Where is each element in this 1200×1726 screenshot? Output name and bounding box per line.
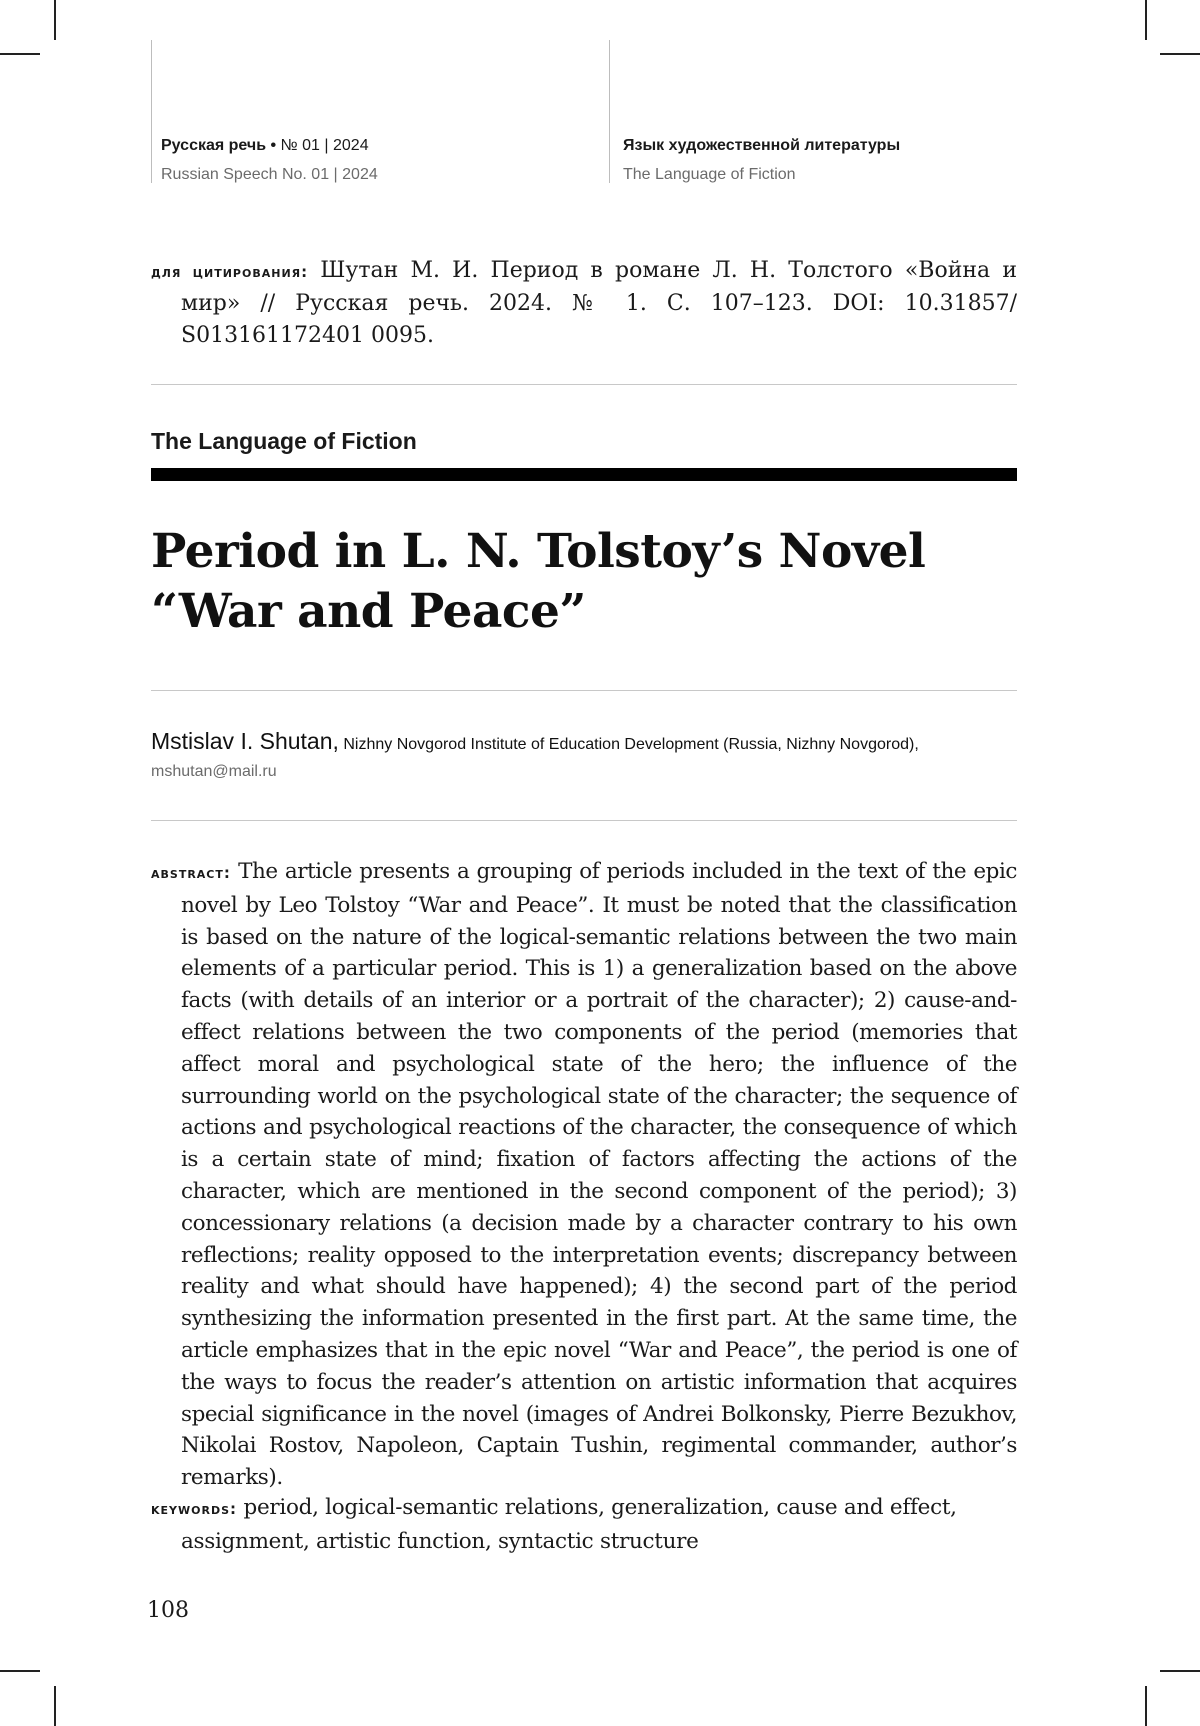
header-left-rule <box>151 40 152 183</box>
header-journal-title <box>161 134 378 158</box>
crop-mark-bottom-right-horizontal <box>1160 1670 1200 1672</box>
abstract-text: The article presents a grouping of periods included in the text of the epic novel by Leo Tolstoy “War and Peace”. It must be noted that the classification is based on the nature of the logical-semantic relations between the two main elements of a particular period. This is 1) a generalization based on the above facts (with details of an interior or a portrait of the character); 2) cause-and-effect relations between the two components of the period (memories that affect moral and psychological state of the hero; the influence of the surrounding world on the psychological state of the character; the sequence of actions and psychological reactions of the character, the consequence of which is a certain state of mind; fixation of factors affecting the actions of the character, which are mentioned in the second component of the period); 3) concessionary relations (a decision made by a character contrary to his own reflections; reality opposed to the interpretation events; discrepancy between reality and what should have happened); 4) the second part of the period synthesizing the information presented in the first part. At the same time, the article emphasizes that in the epic novel “War and Peace”, the period is one of the ways to focus the reader’s attention on artistic information that acquires special significance in the novel (images of Andrei Bolkonsky, Pierre Bezukhov, Nikolai Rostov, Napoleon, Captain Tushin, regimental commander, author’s remarks). <box>181 859 1017 1491</box>
header-section-english: The Language of Fiction <box>623 166 796 183</box>
keywords-label: keywords: <box>151 1500 238 1518</box>
keywords <box>151 1492 1017 1558</box>
crop-mark-top-left-vertical <box>54 0 56 40</box>
divider-after-title <box>151 690 1017 691</box>
abstract <box>151 856 1017 1494</box>
section-label: The Language of Fiction <box>151 428 417 454</box>
keywords-text: period, logical-semantic relations, generalization, cause and effect, assignment, artistic function, syntactic structure <box>181 1495 957 1554</box>
author-email: mshutan@mail.ru <box>151 763 277 780</box>
header-journal-issue: № 01 | 2024 <box>280 137 369 154</box>
article-title-line1: Period in L. N. Tolstoy’s Novel <box>151 524 926 579</box>
article-title <box>151 522 1017 642</box>
divider-after-author <box>151 820 1017 821</box>
crop-mark-top-right-vertical <box>1145 0 1147 40</box>
abstract-label: abstract: <box>151 864 231 882</box>
citation-label: для цитирования: <box>151 263 309 281</box>
citation-text: Шутан М. И. Период в романе Л. Н. Толстого «Война и мир» // Русская речь. 2024. № 1. С. 107–123. DOI: 10.31857/ S013161172401 0095. <box>181 258 1018 348</box>
header-journal-name: Русская речь • <box>161 137 281 154</box>
crop-mark-bottom-right-vertical <box>1145 1686 1147 1726</box>
citation <box>151 255 1017 352</box>
crop-mark-top-right-horizontal <box>1160 53 1200 55</box>
header-right-rule <box>609 40 610 183</box>
crop-mark-bottom-left-horizontal <box>0 1670 40 1672</box>
author-affiliation: Nizhny Novgorod Institute of Education Development (Russia, Nizhny Novgorod), <box>338 736 919 753</box>
header-journal <box>161 134 378 187</box>
page-number: 108 <box>147 1598 189 1623</box>
author-name: Mstislav I. Shutan, <box>151 728 339 754</box>
divider-after-citation <box>151 384 1017 385</box>
header-section <box>623 134 900 187</box>
header-journal-english: Russian Speech No. 01 | 2024 <box>161 166 378 183</box>
crop-mark-bottom-left-vertical <box>54 1686 56 1726</box>
header-section-russian: Язык художественной литературы <box>623 137 901 154</box>
article-title-line2: “War and Peace” <box>151 584 586 639</box>
crop-mark-top-left-horizontal <box>0 53 40 55</box>
author-line <box>151 726 1031 760</box>
section-rule <box>151 468 1017 481</box>
